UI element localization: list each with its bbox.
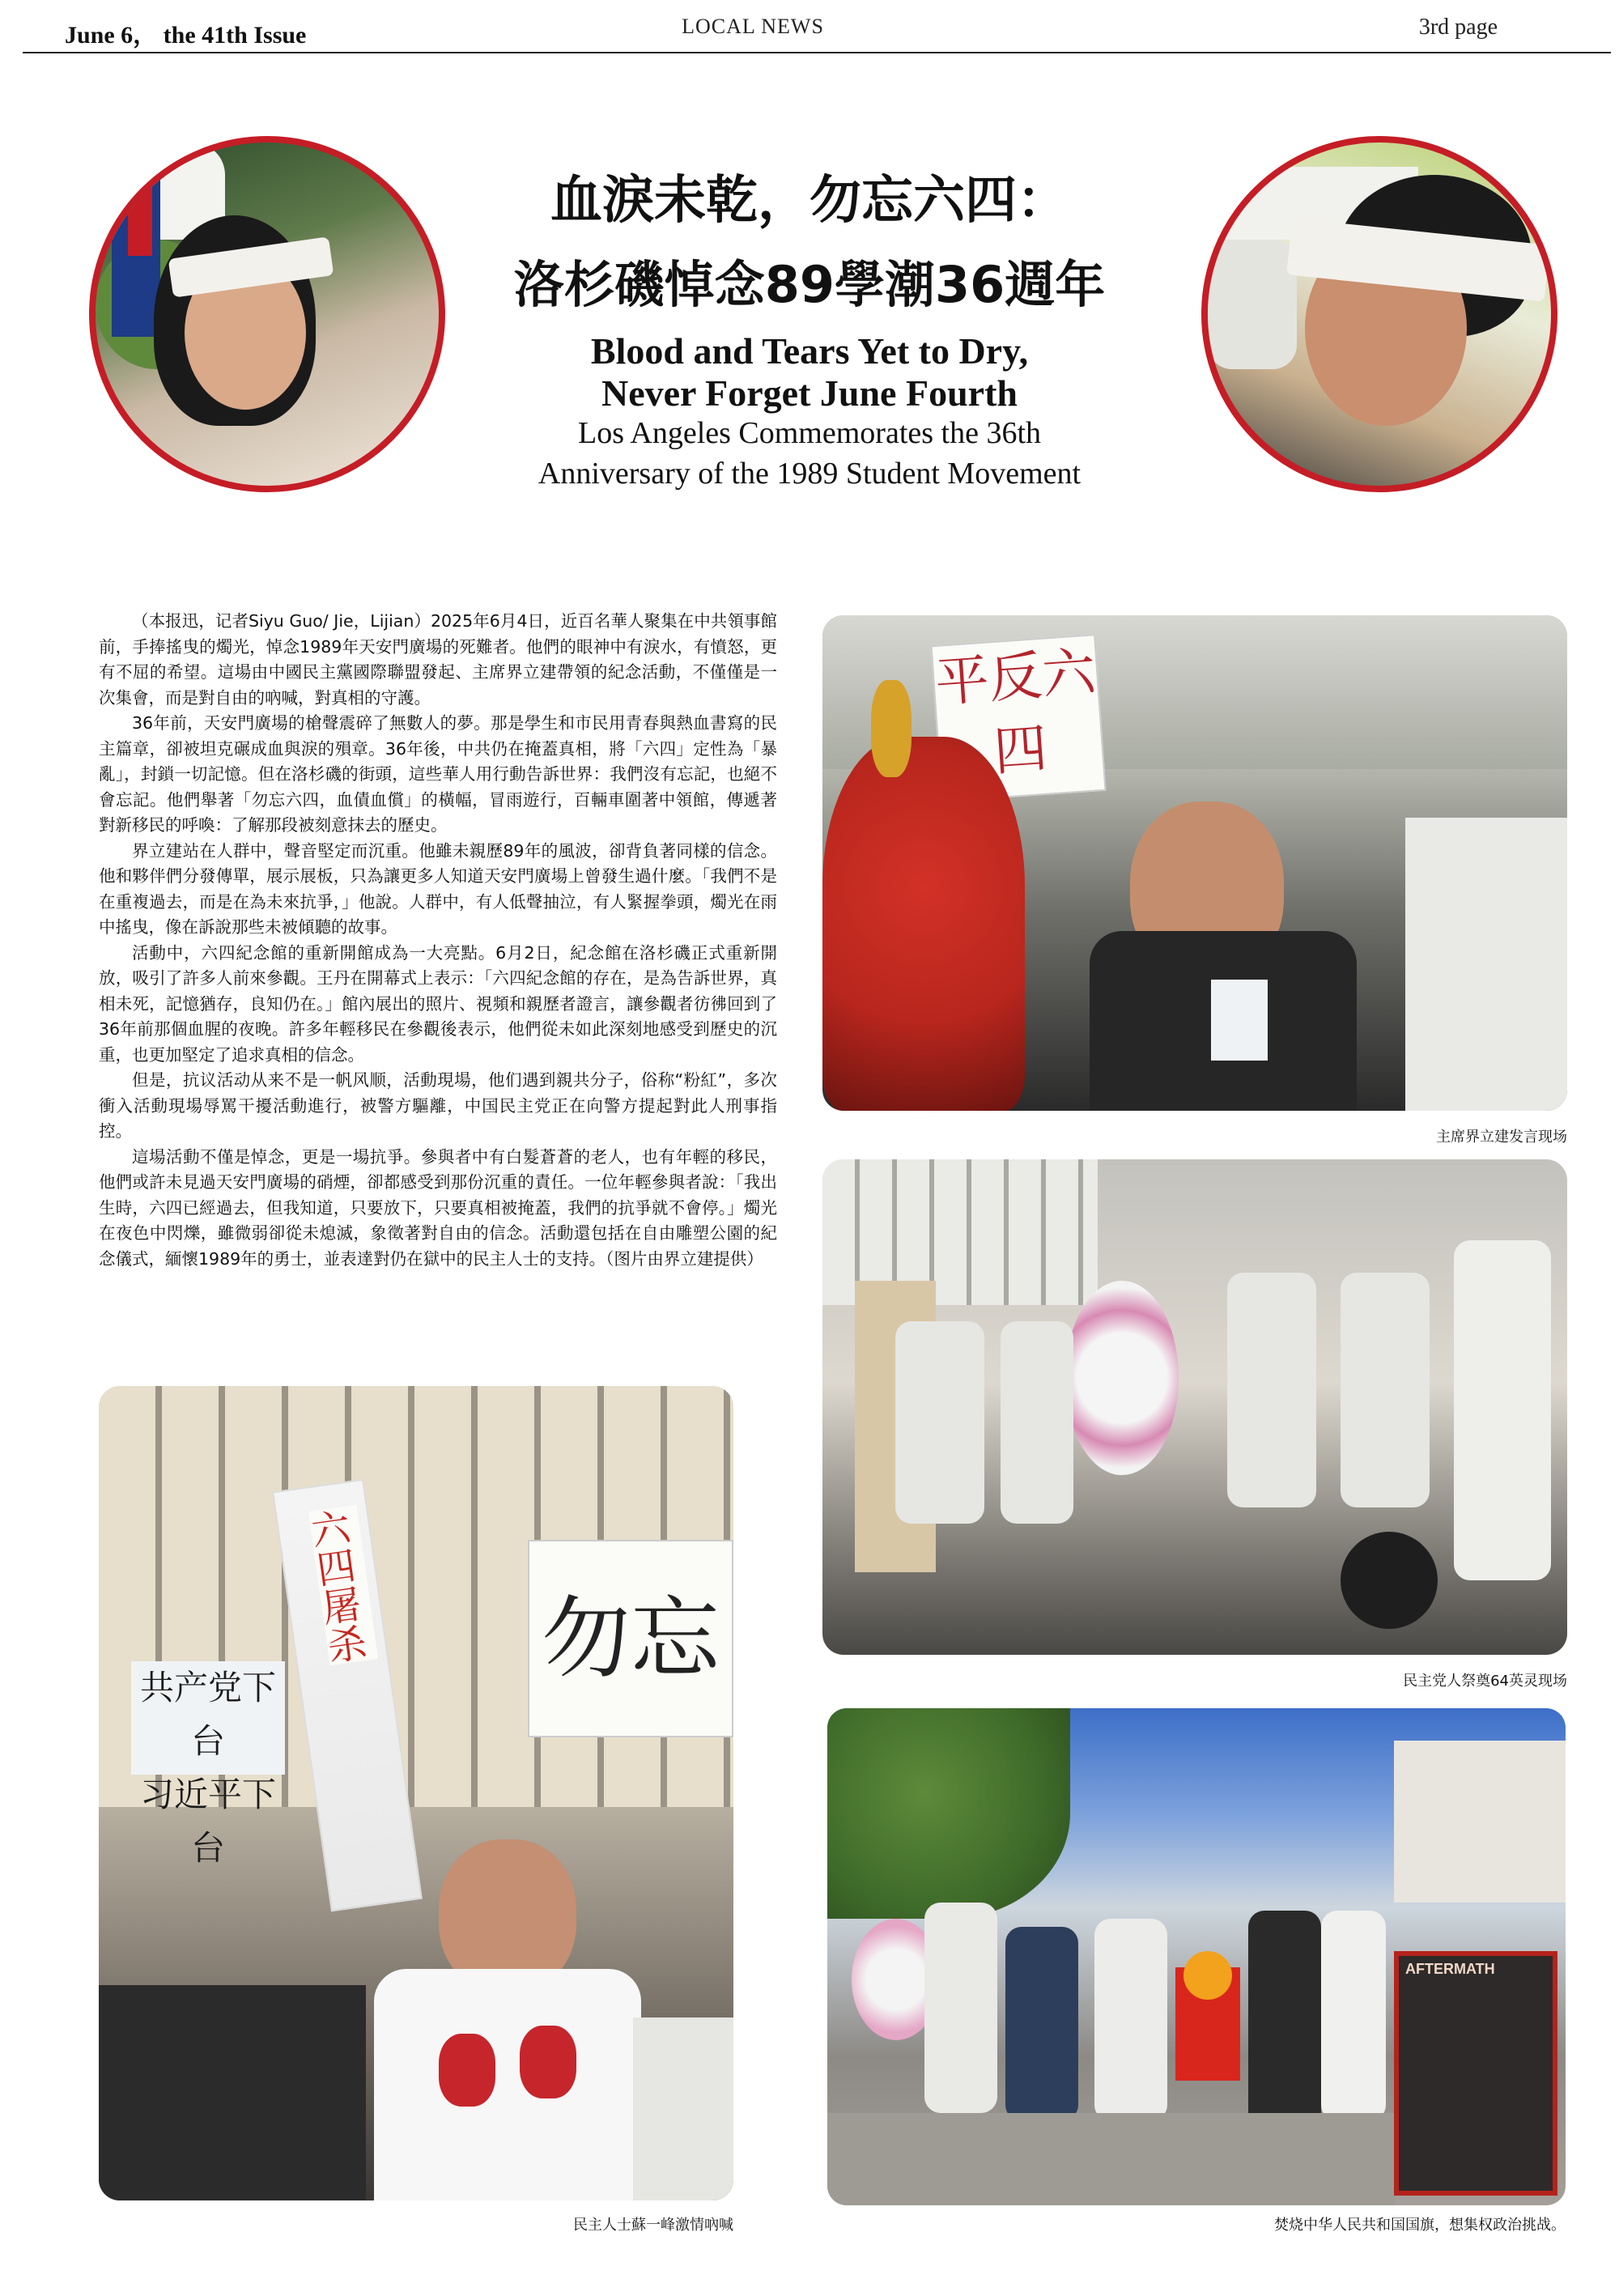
crowd-right (1405, 818, 1567, 1111)
vest-person-3 (1227, 1273, 1316, 1507)
vest-person-4 (1341, 1273, 1430, 1507)
wreath-ceremony-photo (822, 1159, 1567, 1655)
badge (1211, 980, 1268, 1061)
protester-4 (1248, 1911, 1321, 2129)
banner-text: 六四屠杀 (308, 1505, 378, 1665)
woman-speaker-photo (89, 136, 445, 492)
flag-caption: 焚烧中华人民共和国国旗，想集权政治挑战。 (1274, 2217, 1566, 2234)
vest-person-5 (1454, 1240, 1551, 1580)
article-paragraph: 這場活動不僅是悼念，更是一場抗爭。參與者中有白髮蒼蒼的老人，也有年輕的移民，他們或許未見過天安門廣場的硝煙，卻都感受到那份沉重的責任。一位年輕參與者說：「我出生時，六四已經過去，但我知道，只要放下，只要真相被掩蓋，我們的抗爭就不會停。」燭光在夜色中閃爍，雖微弱卻從未熄滅，象徵著對自由的信念。活動還包括在自由雕塑公園的紀念儀式，緬懷1989年的勇士，並表達對仍在獄中的民主人士的支持。（图片由界立建提供） (99, 1146, 777, 1269)
headline-english-line-2: Never Forget June Fourth (601, 372, 1018, 414)
protest-sign: 平反六四 (930, 634, 1106, 802)
protester-5 (1321, 1911, 1386, 2121)
article-paragraph: 活動中，六四紀念館的重新開館成為一大亮點。6月2日，紀念館在洛杉磯正式重新開放，吸引了許多人前來參觀。王丹在開幕式上表示：「六四紀念館的存在，是為告訴世界，真相未死，記憶猶存，良知仍在。」館內展出的照片、視頻和親歷者證言，讓參觀者彷彿回到了36年前那個血腥的夜晚。許多年輕移民在參觀後表示，他們從未如此深刻地感受到歷史的沉重，也更加堅定了追求真相的信念。 (99, 942, 777, 1065)
sign-ccp-step-down (131, 1661, 285, 1868)
crowd-shouting-photo (99, 1386, 733, 2200)
street (827, 2113, 1394, 2205)
protester-1 (924, 1903, 997, 2113)
chairman-speech-photo (822, 615, 1567, 1111)
headline-chinese-line-1: 血淚未乾，勿忘六四： (550, 171, 1069, 231)
red-handprint-2 (520, 2026, 576, 2098)
blood-stain (1208, 142, 1240, 167)
man-headband-photo (1201, 136, 1557, 492)
building-right (1394, 1741, 1566, 1903)
page-header (0, 0, 1619, 57)
flag-burning-photo (827, 1708, 1566, 2205)
article-paragraph: 但是，抗议活动从来不是一帆风顺，活動現場，他们遇到親共分子，俗称“粉紅”，多次衝入活動現場辱罵干擾活動進行，被警方驅離，中国民主党正在向警方提起對此人刑事指控。 (99, 1070, 777, 1141)
crowd-left (99, 1985, 366, 2200)
section-label: LOCAL NEWS (682, 15, 824, 38)
megaphone (1341, 1532, 1438, 1629)
sign-text-2: 习近平下台 (139, 1775, 276, 1868)
crowd-right (633, 2018, 733, 2200)
speech-caption: 主席界立建发言现场 (1436, 1129, 1567, 1146)
flower-wreath (1065, 1281, 1179, 1475)
vest-person-2 (1001, 1321, 1073, 1524)
article-paragraph: 界立建站在人群中，聲音堅定而沉重。他雖未親歷89年的風波，卻背負著同樣的信念。他和夥伴們分發傳單，展示展板，只為讓更多人知道天安門廣場上曾發生過什麼。「我們不是在重複過去，而是在為未來抗爭，」他說。人群中，有人低聲抽泣，有人緊握拳頭，燭光在雨中搖曳，像在訴說那些未被傾聽的故事。 (99, 840, 777, 937)
red-hat-foreground (822, 737, 1025, 1111)
wreath-caption: 民主党人祭奠64英灵现场 (1403, 1673, 1567, 1690)
article-paragraph: （本报迅，记者Siyu Guo/ Jie，Lijian）2025年6月4日，近百名華人聚集在中共領事館前，手捧搖曳的燭光，悼念1989年天安門廣場的死難者。他們的眼神中有淚水，有憤怒，更有不屈的希望。這場由中國民主黨國際聯盟發起、主席界立建帶領的紀念活動，不僅僅是一次集會，而是對自由的吶喊，對真相的守護。 (99, 611, 777, 708)
background-person (1208, 240, 1297, 369)
subheadline-line-1: Los Angeles Commemorates the 36th (577, 416, 1042, 450)
flame (1183, 1951, 1232, 2000)
flag-red-stripe (128, 167, 152, 256)
protester-3 (1094, 1919, 1167, 2121)
red-handprint-1 (439, 2034, 495, 2107)
article-body (99, 609, 777, 1272)
crowd-caption: 民主人士蘇一峰激情吶喊 (573, 2217, 733, 2234)
article-paragraph: 36年前，天安門廣場的槍聲震碎了無數人的夢。那是學生和市民用青春與熱血書寫的民主篇章，卻被坦克碾成血與淚的殞章。36年後，中共仍在掩蓋真相，將「六四」定性為「暴亂」，封鎖一切記憶。但在洛杉磯的街頭，這些華人用行動告訴世界：我們沒有忘記，也絕不會忘記。他們舉著「勿忘六四，血債血償」的橫幅，冒雨遊行，百輛車圍著中領館，傳遞著對新移民的呼喚：了解那段被刻意抹去的歷史。 (99, 713, 777, 835)
issue-label: June 6， the 41th Issue (65, 22, 307, 49)
sign-never-forget: 勿忘 (528, 1540, 733, 1737)
headline-english-line-1: Blood and Tears Yet to Dry, (590, 330, 1029, 372)
tree-left (827, 1708, 1070, 1919)
aftermath-poster (1394, 1951, 1557, 2196)
subheadline-line-2: Anniversary of the 1989 Student Movement (538, 457, 1081, 491)
aftermath-title: AFTERMATH (1405, 1961, 1495, 1977)
sign-text-1: 共产党下台 (139, 1668, 276, 1761)
vest-person-1 (895, 1321, 984, 1524)
headline-chinese-line-2: 洛杉磯悼念89學潮36週年 (513, 255, 1106, 314)
hat-ornament (871, 680, 911, 777)
white-tshirt (374, 1969, 641, 2200)
protester-2 (1005, 1927, 1078, 2121)
page-number: 3rd page (1418, 15, 1498, 40)
header-rule (23, 52, 1611, 53)
